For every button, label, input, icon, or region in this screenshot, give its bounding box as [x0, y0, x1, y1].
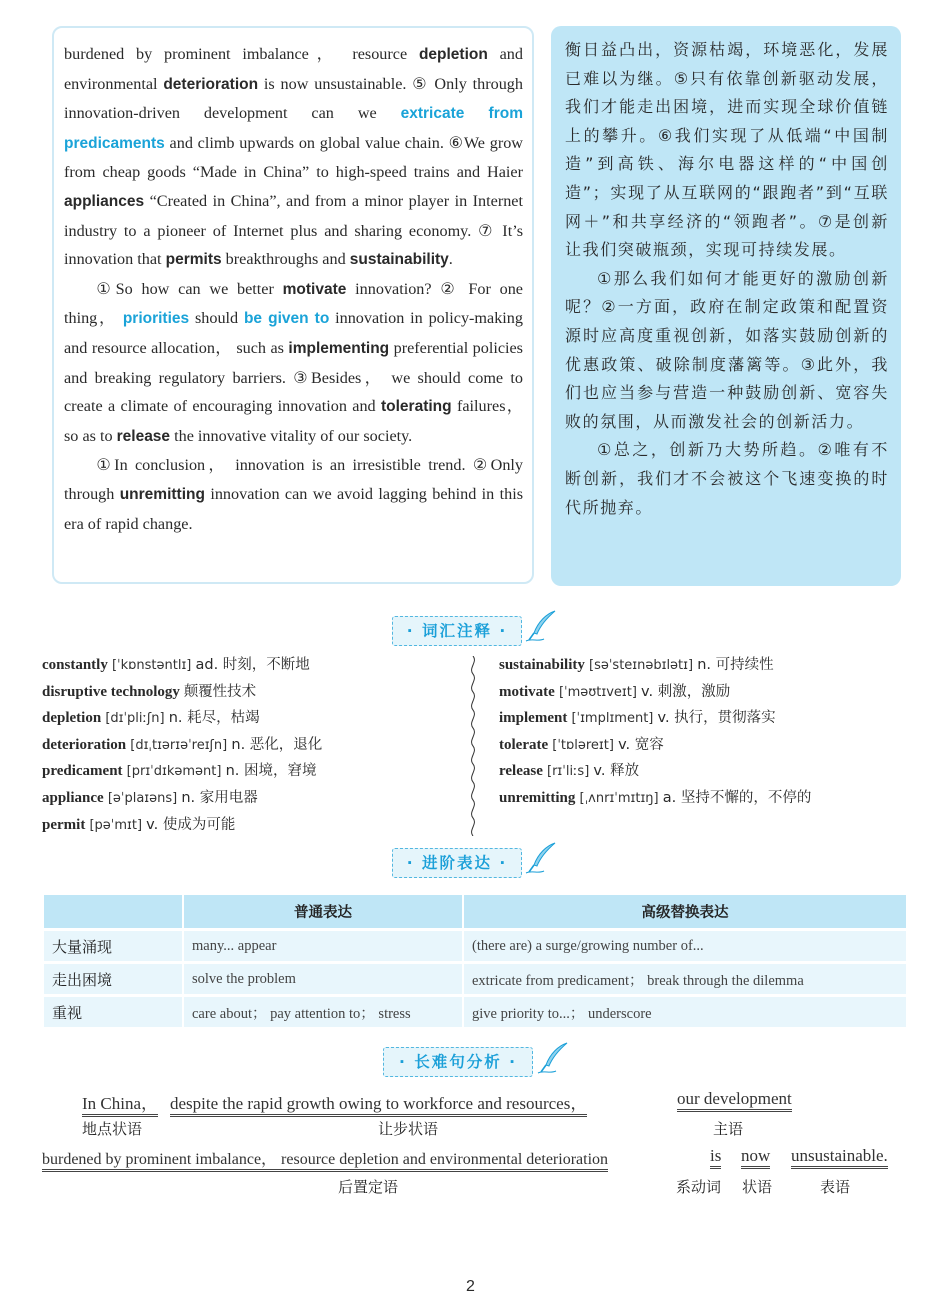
expression-table: [42, 892, 908, 1030]
vocab-meaning: a. 坚持不懈的，不停的: [662, 789, 812, 806]
keyword: release: [116, 427, 171, 445]
segment-text: burdened by prominent imbalance， resource depletion and environmental deterioration: [42, 1151, 608, 1172]
segment-text: unsustainable.: [791, 1146, 888, 1169]
vocab-meaning: v. 使成为可能: [146, 816, 236, 833]
vocab-meaning: n. 恶化，退化: [231, 736, 323, 753]
quill-icon: [524, 840, 560, 876]
highlight-phrase: priorities: [122, 310, 190, 328]
table-header: 普通表达: [184, 895, 462, 928]
keyword: motivate: [282, 280, 347, 298]
vocab-word: deterioration: [42, 736, 127, 753]
table-cell: many... appear: [184, 931, 462, 961]
vocab-meaning: v. 释放: [593, 763, 640, 780]
vocab-entry: [499, 758, 811, 785]
vocab-phonetic: [səˈsteɪnəbɪlətɪ]: [584, 658, 698, 673]
vocab-entry: [42, 785, 322, 812]
page-number: 2: [466, 1278, 475, 1295]
keyword: appliances: [64, 192, 145, 210]
table-header: [44, 895, 182, 928]
vocab-entry: [42, 705, 322, 732]
segment-text: our development: [677, 1089, 792, 1112]
table-header: 高级替换表达: [464, 895, 906, 928]
vocab-word: appliance: [42, 789, 104, 806]
sentence-section-title: · 长难句分析 ·: [383, 1047, 533, 1077]
english-paragraph-3: ①In conclusion， innovation is an irresistible trend. ②Only through unremitting innovation can we avoid lagging behind in this era of rapid change.: [64, 456, 523, 533]
table-cell: 走出困境: [44, 964, 182, 994]
chinese-translation-box: [551, 26, 901, 586]
table-cell: (there are) a surge/growing number of...: [464, 931, 906, 961]
grammar-label: 状语: [742, 1178, 773, 1196]
grammar-label: 表语: [820, 1178, 851, 1196]
quill-icon: [524, 608, 560, 644]
vocab-entry: [499, 679, 811, 706]
vocab-word: implement: [499, 710, 568, 727]
vocab-word: constantly: [42, 657, 108, 673]
table-row: [44, 931, 906, 961]
vocab-phonetic: [pəˈmɪt]: [85, 817, 147, 833]
vocab-word: release: [499, 763, 543, 780]
table-row: [44, 997, 906, 1027]
vocab-phonetic: [dɪˌtɪərɪəˈreɪʃn]: [126, 737, 232, 753]
vocab-entry: [42, 732, 322, 759]
segment-text: In China，: [82, 1094, 158, 1117]
segment-text: now: [741, 1146, 770, 1169]
quill-icon: [536, 1040, 572, 1076]
vocab-phonetic: [ˌʌnrɪˈmɪtɪŋ]: [575, 790, 663, 806]
table-cell: 重视: [44, 997, 182, 1027]
segment-text: is: [710, 1146, 721, 1169]
english-passage-box: [52, 26, 534, 584]
table-cell: care about； pay attention to； stress: [184, 997, 462, 1027]
vocab-meaning: ad. 时刻，不断地: [195, 657, 310, 673]
wavy-divider: [466, 656, 480, 836]
grammar-label: 后置定语: [338, 1178, 399, 1196]
keyword: permits: [165, 251, 222, 269]
highlight-phrase: be given to: [243, 310, 330, 328]
vocab-word: sustainability: [499, 657, 585, 673]
vocab-entry: [499, 785, 811, 812]
analysis-segment: [82, 1089, 158, 1114]
vocab-list-right: [499, 652, 811, 812]
vocab-meaning: n. 耗尽，枯竭: [168, 710, 260, 727]
vocab-word: unremitting: [499, 789, 576, 806]
analysis-segment: [710, 1146, 721, 1166]
english-paragraph-2: ①So how can we better motivate innovation? ② For one thing， priorities should be given to innovation in policy-making and resource allocation， such as implementing preferential policies and breaking regulatory barriers. ③Besides， we should come to create a climate of encouraging innovation and tolerating failures， so as to release the innovative vitality of our society.: [64, 279, 523, 445]
vocab-entry: [42, 652, 322, 679]
vocab-phonetic: [dɪˈpliːʃn]: [101, 711, 169, 727]
vocab-word: tolerate: [499, 736, 549, 753]
vocab-section-title: · 词汇注释 ·: [392, 616, 522, 646]
keyword: depletion: [418, 46, 488, 63]
analysis-segment: [791, 1146, 888, 1166]
chinese-paragraph-3: ①总之，创新乃大势所趋。②唯有不断创新，我们才不会被这个飞速变换的时代所抛弃。: [565, 440, 889, 517]
vocab-phonetic: [ˈkɒnstəntlɪ]: [107, 658, 196, 673]
vocab-word: motivate: [499, 683, 555, 700]
vocab-meaning: n. 家用电器: [181, 789, 258, 806]
vocab-entry: [42, 679, 322, 706]
analysis-segment: [741, 1146, 770, 1166]
vocab-phonetic: [ˈtɒləreɪt]: [548, 737, 619, 753]
vocab-word: depletion: [42, 710, 102, 727]
vocab-phonetic: [rɪˈliːs]: [542, 764, 594, 780]
analysis-segment: [170, 1089, 587, 1114]
english-paragraph-1: burdened by prominent imbalance， resource depletion and environmental deterioration is now unsustainable. ⑤ Only through innovation-driven development can we extricate from predicaments and climb upwards on global value chain. ⑥We grow from cheap goods “Made in China” to high-speed trains and Haier appliances “Created in China”, and from a minor player in Internet industry to a pioneer of Internet plus and sharing economy. ⑦ It’s innovation that permits breakthroughs and sustainability.: [64, 45, 523, 269]
vocab-entry: [499, 705, 811, 732]
table-row: [44, 964, 906, 994]
analysis-segment: [42, 1146, 608, 1169]
vocab-meaning: v. 宽容: [618, 736, 664, 753]
vocab-entry: [42, 758, 322, 785]
table-cell: extricate from predicament； break through the dilemma: [464, 964, 906, 994]
keyword: tolerating: [380, 398, 452, 416]
chinese-paragraph-1: 衡日益凸出，资源枯竭，环境恶化，发展已难以为继。⑤只有依靠创新驱动发展，我们才能走出困境，进而实现全球价值链上的攀升。⑥我们实现了从低端“中国制造”到高铁、海尔电器这样的“中国创造”；实现了从互联网的“跟跑者”到“互联网＋”和共享经济的“领跑者”。⑦是创新让我们突破瓶颈，实现可持续发展。: [565, 40, 889, 260]
vocab-list-left: [42, 652, 322, 838]
analysis-segment: [677, 1089, 792, 1109]
vocab-entry: [42, 812, 322, 839]
vocab-meaning: v. 执行，贯彻落实: [657, 710, 776, 727]
grammar-label: 地点状语: [82, 1120, 143, 1138]
table-header-row: [44, 895, 906, 928]
vocab-meaning: n. 困境，窘境: [225, 763, 317, 780]
grammar-label: 系动词: [676, 1178, 722, 1196]
vocab-word: disruptive technology: [42, 683, 180, 700]
advanced-section-title: · 进阶表达 ·: [392, 848, 522, 878]
keyword: unremitting: [119, 485, 205, 503]
vocab-meaning: v. 刺激，激励: [641, 683, 731, 700]
segment-text: despite the rapid growth owing to workforce and resources，: [170, 1094, 587, 1117]
vocab-phonetic: [ˈməʊtɪveɪt]: [554, 684, 642, 700]
vocab-word: permit: [42, 816, 86, 833]
vocab-word: predicament: [42, 763, 123, 780]
vocab-phonetic: [prɪˈdɪkəmənt]: [122, 764, 226, 780]
vocab-meaning: n. 可持续性: [697, 657, 774, 673]
table-cell: give priority to...； underscore: [464, 997, 906, 1027]
table-cell: solve the problem: [184, 964, 462, 994]
vocab-entry: [499, 652, 811, 679]
grammar-label: 让步状语: [378, 1120, 439, 1138]
table-cell: 大量涌现: [44, 931, 182, 961]
grammar-label: 主语: [713, 1120, 744, 1138]
vocab-phonetic: [əˈplaɪəns]: [103, 790, 182, 806]
keyword: implementing: [288, 339, 390, 357]
highlight-phrase: extricate from predicaments: [64, 105, 523, 152]
chinese-paragraph-2: ①那么我们如何才能更好的激励创新呢？②一方面，政府在制定政策和配置资源时应高度重视创新，如落实鼓励创新的优惠政策、破除制度藩篱等。③此外，我们也应当参与营造一种鼓励创新、宽容失败的氛围，从而激发社会的创新活力。: [565, 268, 889, 431]
vocab-entry: [499, 732, 811, 759]
vocab-meaning: 颠覆性技术: [183, 683, 257, 700]
keyword: deterioration: [163, 75, 259, 93]
vocab-phonetic: [ˈɪmplɪment]: [567, 711, 658, 727]
keyword: sustainability: [349, 251, 449, 269]
